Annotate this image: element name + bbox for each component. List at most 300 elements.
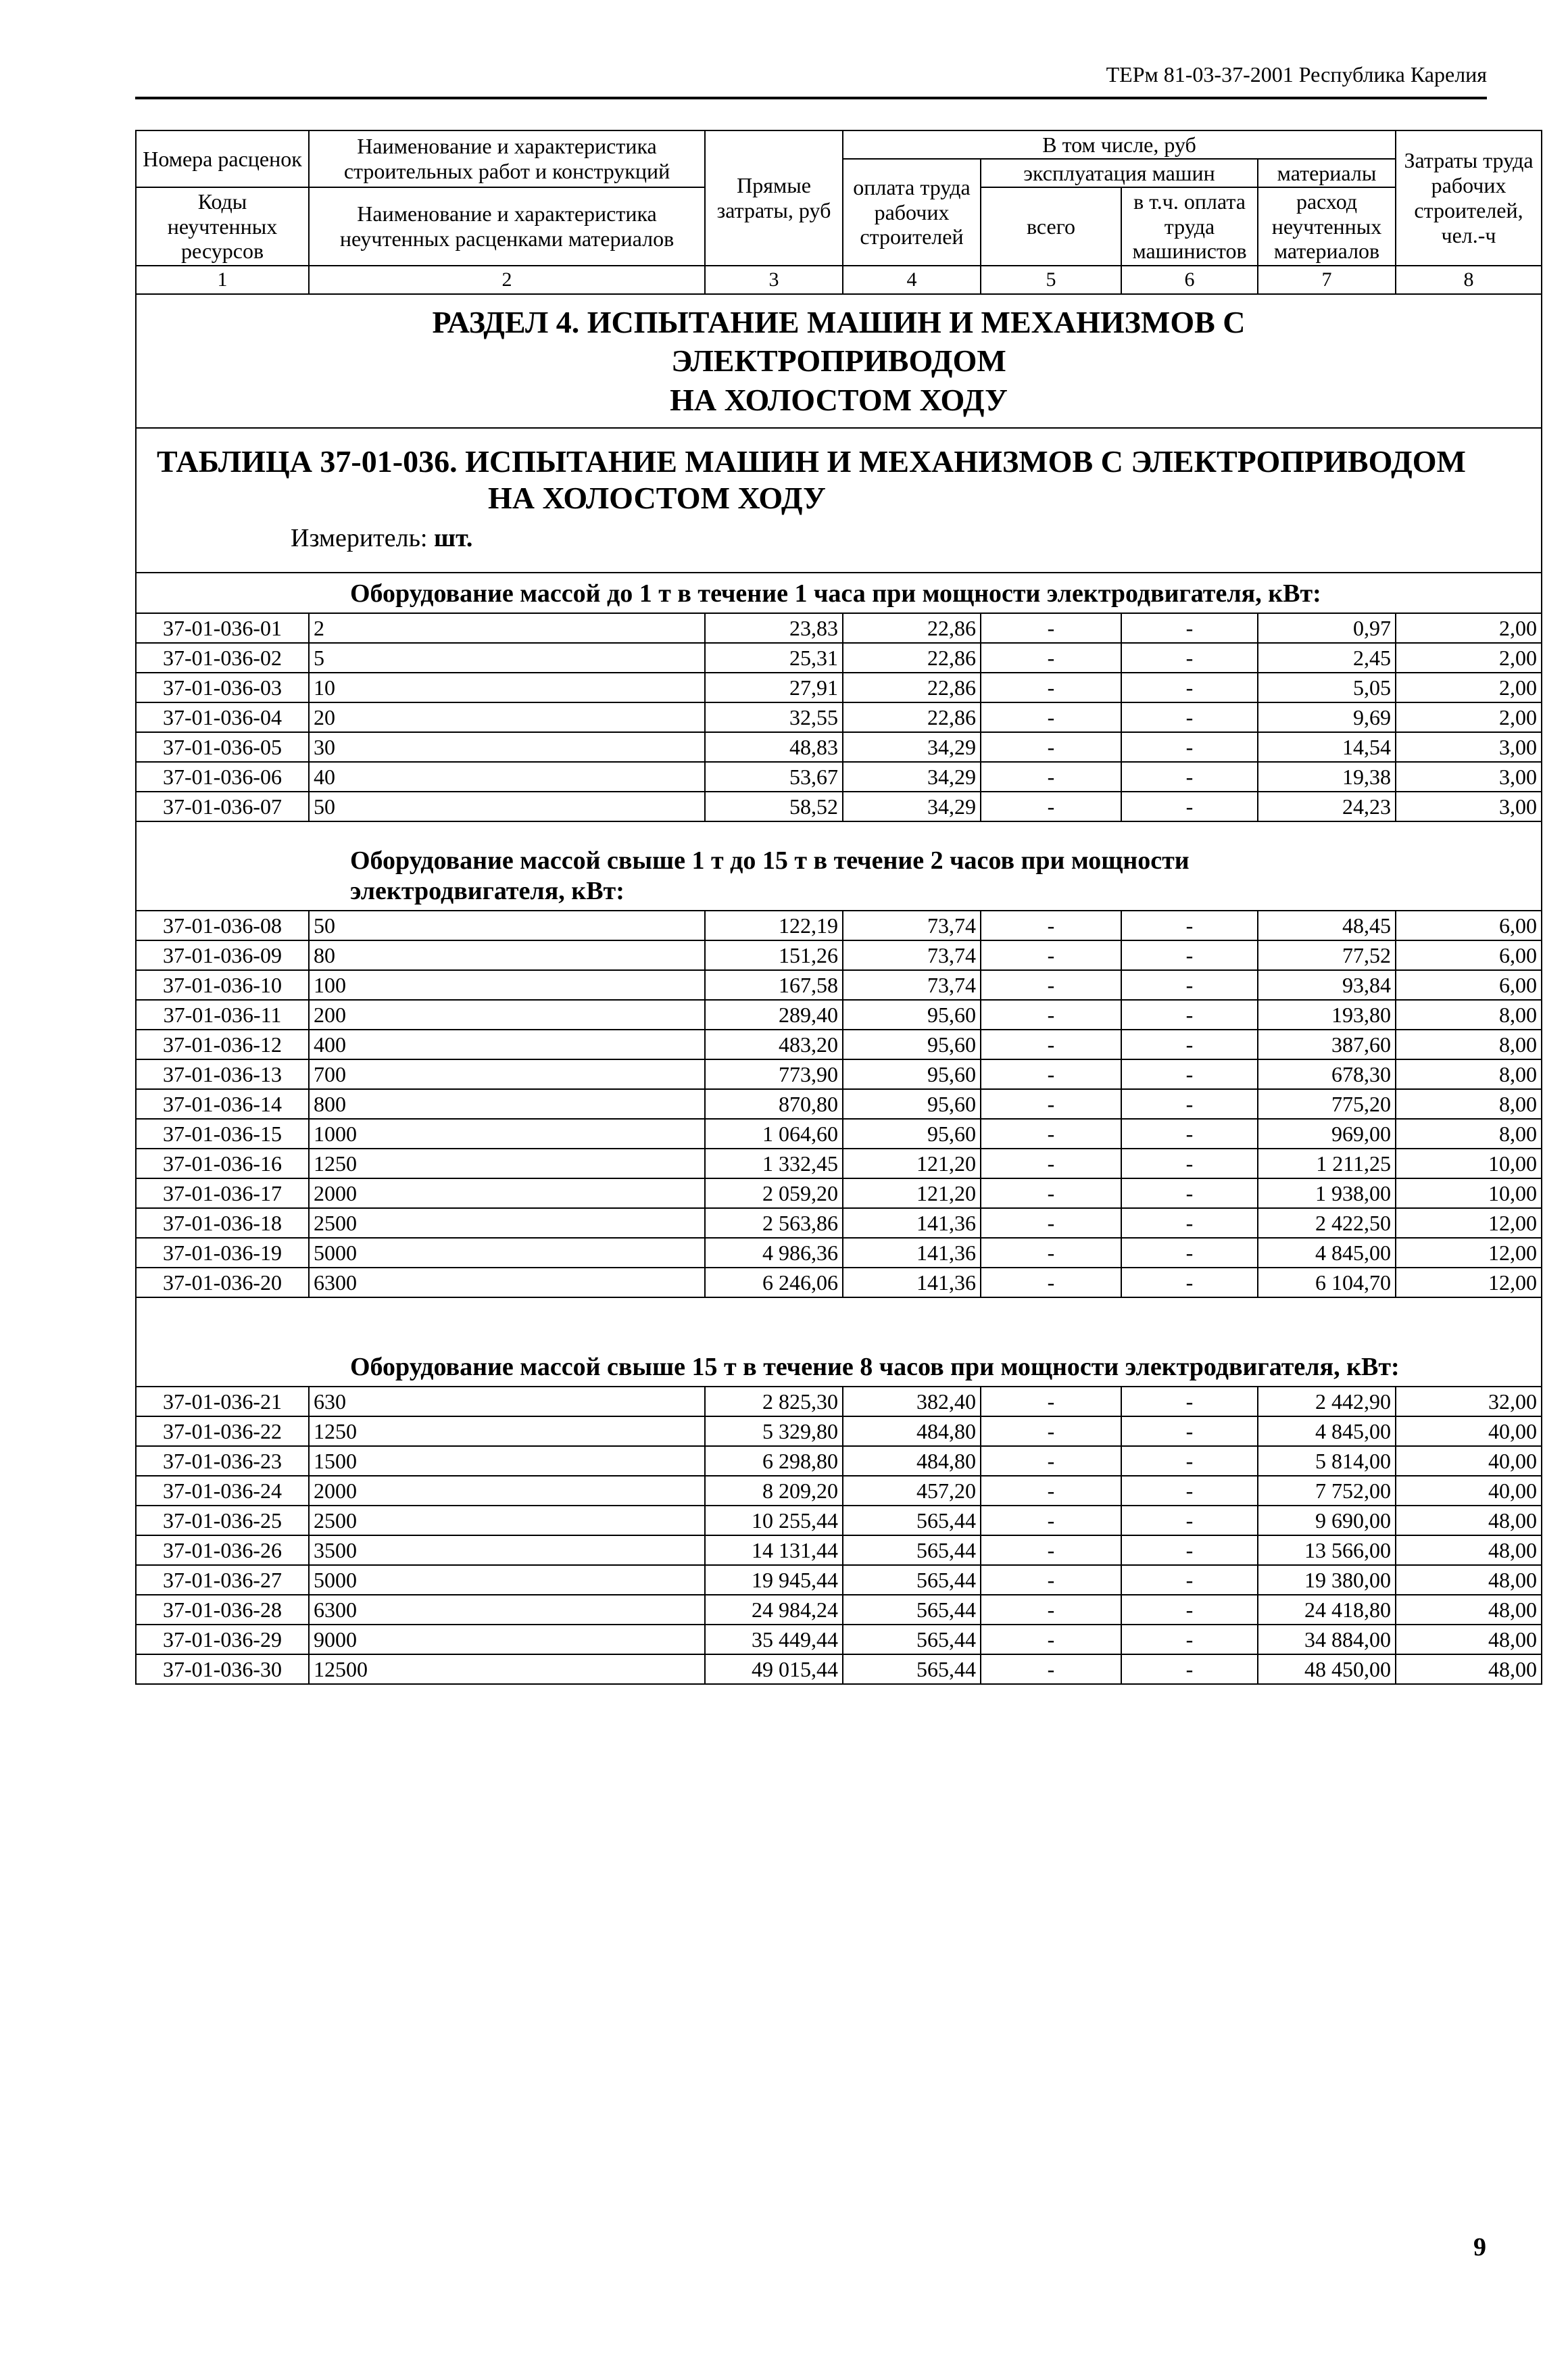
direct-costs-cell: 151,26 — [705, 940, 843, 970]
power-value-cell: 5000 — [309, 1565, 705, 1595]
table-row — [136, 1595, 1542, 1625]
rate-code-cell: 37-01-036-08 — [136, 911, 309, 940]
machines-total-cell: - — [981, 1446, 1121, 1476]
materials-cost-cell: 969,00 — [1258, 1119, 1396, 1149]
rate-code-cell: 37-01-036-14 — [136, 1089, 309, 1119]
materials-cost-cell: 678,30 — [1258, 1059, 1396, 1089]
rate-code-cell: 37-01-036-13 — [136, 1059, 309, 1089]
labor-hours-cell: 12,00 — [1396, 1208, 1542, 1238]
direct-costs-cell: 4 986,36 — [705, 1238, 843, 1268]
materials-cost-cell: 4 845,00 — [1258, 1238, 1396, 1268]
machines-total-cell: - — [981, 673, 1121, 702]
direct-costs-cell: 35 449,44 — [705, 1625, 843, 1654]
rate-code-cell: 37-01-036-10 — [136, 970, 309, 1000]
power-value-cell: 1250 — [309, 1149, 705, 1178]
machines-total-cell: - — [981, 1416, 1121, 1446]
labor-hours-cell: 48,00 — [1396, 1625, 1542, 1654]
direct-costs-cell: 49 015,44 — [705, 1654, 843, 1684]
machines-total-cell: - — [981, 643, 1121, 673]
worker-pay-cell: 22,86 — [843, 613, 981, 643]
rate-code-cell: 37-01-036-03 — [136, 673, 309, 702]
materials-cost-cell: 48,45 — [1258, 911, 1396, 940]
machines-total-cell: - — [981, 1000, 1121, 1030]
rate-code-cell: 37-01-036-29 — [136, 1625, 309, 1654]
direct-costs-cell: 27,91 — [705, 673, 843, 702]
table-row — [136, 911, 1542, 940]
table-row — [136, 1208, 1542, 1238]
operators-pay-cell: - — [1121, 1506, 1258, 1535]
materials-cost-cell: 1 938,00 — [1258, 1178, 1396, 1208]
direct-costs-cell: 2 059,20 — [705, 1178, 843, 1208]
labor-hours-cell: 40,00 — [1396, 1476, 1542, 1506]
operators-pay-cell: - — [1121, 732, 1258, 762]
rate-code-cell: 37-01-036-06 — [136, 762, 309, 792]
worker-pay-cell: 484,80 — [843, 1446, 981, 1476]
power-value-cell: 800 — [309, 1089, 705, 1119]
worker-pay-cell: 382,40 — [843, 1387, 981, 1416]
worker-pay-cell: 73,74 — [843, 970, 981, 1000]
column-number: 1 — [136, 266, 309, 294]
direct-costs-cell: 5 329,80 — [705, 1416, 843, 1446]
power-value-cell: 100 — [309, 970, 705, 1000]
power-value-cell: 40 — [309, 762, 705, 792]
table-row — [136, 1535, 1542, 1565]
direct-costs-cell: 122,19 — [705, 911, 843, 940]
table-row — [136, 673, 1542, 702]
rate-code-cell: 37-01-036-09 — [136, 940, 309, 970]
materials-cost-cell: 19 380,00 — [1258, 1565, 1396, 1595]
group-heading — [136, 573, 1542, 613]
materials-cost-cell: 0,97 — [1258, 613, 1396, 643]
table-row — [136, 970, 1542, 1000]
direct-costs-cell: 483,20 — [705, 1030, 843, 1059]
worker-pay-cell: 141,36 — [843, 1268, 981, 1297]
operators-pay-cell: - — [1121, 1268, 1258, 1297]
machines-total-cell: - — [981, 1208, 1121, 1238]
machines-total-cell: - — [981, 702, 1121, 732]
column-number: 5 — [981, 266, 1121, 294]
power-value-cell: 6300 — [309, 1268, 705, 1297]
machines-total-cell: - — [981, 1387, 1121, 1416]
table-row — [136, 613, 1542, 643]
section-title-line2: НА ХОЛОСТОМ ХОДУ — [670, 382, 1008, 417]
header-rate-numbers: Номера расценок — [136, 130, 309, 187]
machines-total-cell: - — [981, 1476, 1121, 1506]
operators-pay-cell: - — [1121, 762, 1258, 792]
rate-code-cell: 37-01-036-24 — [136, 1476, 309, 1506]
table-row — [136, 1089, 1542, 1119]
labor-hours-cell: 8,00 — [1396, 1000, 1542, 1030]
labor-hours-cell: 48,00 — [1396, 1506, 1542, 1535]
table-row — [136, 1030, 1542, 1059]
header-machines-total: всего — [981, 187, 1121, 266]
measure-unit-label: Измеритель: — [291, 523, 428, 552]
operators-pay-cell: - — [1121, 1654, 1258, 1684]
operators-pay-cell: - — [1121, 1565, 1258, 1595]
table-row — [136, 1268, 1542, 1297]
direct-costs-cell: 1 332,45 — [705, 1149, 843, 1178]
rate-code-cell: 37-01-036-19 — [136, 1238, 309, 1268]
power-value-cell: 3500 — [309, 1535, 705, 1565]
direct-costs-cell: 289,40 — [705, 1000, 843, 1030]
machines-total-cell: - — [981, 970, 1121, 1000]
direct-costs-cell: 167,58 — [705, 970, 843, 1000]
group-heading — [136, 1297, 1542, 1387]
operators-pay-cell: - — [1121, 643, 1258, 673]
machines-total-cell: - — [981, 911, 1121, 940]
rate-code-cell: 37-01-036-05 — [136, 732, 309, 762]
operators-pay-cell: - — [1121, 1625, 1258, 1654]
worker-pay-cell: 22,86 — [843, 673, 981, 702]
materials-cost-cell: 34 884,00 — [1258, 1625, 1396, 1654]
rates-table — [135, 130, 1542, 1685]
rate-code-cell: 37-01-036-22 — [136, 1416, 309, 1446]
materials-cost-cell: 13 566,00 — [1258, 1535, 1396, 1565]
direct-costs-cell: 19 945,44 — [705, 1565, 843, 1595]
power-value-cell: 700 — [309, 1059, 705, 1089]
labor-hours-cell: 8,00 — [1396, 1030, 1542, 1059]
power-value-cell: 1000 — [309, 1119, 705, 1149]
machines-total-cell: - — [981, 732, 1121, 762]
materials-cost-cell: 2 422,50 — [1258, 1208, 1396, 1238]
direct-costs-cell: 870,80 — [705, 1089, 843, 1119]
machines-total-cell: - — [981, 1654, 1121, 1684]
direct-costs-cell: 773,90 — [705, 1059, 843, 1089]
power-value-cell: 1500 — [309, 1446, 705, 1476]
table-row — [136, 1000, 1542, 1030]
measure-unit — [137, 517, 1541, 554]
worker-pay-cell: 34,29 — [843, 792, 981, 821]
power-value-cell: 2 — [309, 613, 705, 643]
rate-code-cell: 37-01-036-27 — [136, 1565, 309, 1595]
worker-pay-cell: 565,44 — [843, 1535, 981, 1565]
power-value-cell: 200 — [309, 1000, 705, 1030]
materials-cost-cell: 2 442,90 — [1258, 1387, 1396, 1416]
machines-total-cell: - — [981, 1089, 1121, 1119]
column-number: 7 — [1258, 266, 1396, 294]
table-row — [136, 1625, 1542, 1654]
section-title-line1: РАЗДЕЛ 4. ИСПЫТАНИЕ МАШИН И МЕХАНИЗМОВ С ЭЛЕКТРОПРИВОДОМ — [432, 304, 1246, 379]
direct-costs-cell: 32,55 — [705, 702, 843, 732]
labor-hours-cell: 6,00 — [1396, 940, 1542, 970]
table-row — [136, 702, 1542, 732]
rate-code-cell: 37-01-036-20 — [136, 1268, 309, 1297]
worker-pay-cell: 95,60 — [843, 1119, 981, 1149]
materials-cost-cell: 9 690,00 — [1258, 1506, 1396, 1535]
power-value-cell: 2000 — [309, 1178, 705, 1208]
direct-costs-cell: 6 246,06 — [705, 1268, 843, 1297]
table-title-line2: НА ХОЛОСТОМ ХОДУ — [488, 481, 826, 516]
operators-pay-cell: - — [1121, 1595, 1258, 1625]
group-title: Оборудование массой до 1 т в течение 1 часа при мощности электродвигателя, кВт: — [350, 579, 1321, 608]
table-row — [136, 940, 1542, 970]
column-number: 2 — [309, 266, 705, 294]
labor-hours-cell: 3,00 — [1396, 762, 1542, 792]
rate-code-cell: 37-01-036-25 — [136, 1506, 309, 1535]
worker-pay-cell: 22,86 — [843, 643, 981, 673]
table-row — [136, 1416, 1542, 1446]
worker-pay-cell: 95,60 — [843, 1000, 981, 1030]
operators-pay-cell: - — [1121, 673, 1258, 702]
materials-cost-cell: 24 418,80 — [1258, 1595, 1396, 1625]
rate-code-cell: 37-01-036-04 — [136, 702, 309, 732]
machines-total-cell: - — [981, 1535, 1121, 1565]
power-value-cell: 630 — [309, 1387, 705, 1416]
rate-code-cell: 37-01-036-07 — [136, 792, 309, 821]
table-row — [136, 1059, 1542, 1089]
labor-hours-cell: 48,00 — [1396, 1654, 1542, 1684]
labor-hours-cell: 40,00 — [1396, 1446, 1542, 1476]
worker-pay-cell: 141,36 — [843, 1238, 981, 1268]
rate-code-cell: 37-01-036-28 — [136, 1595, 309, 1625]
power-value-cell: 5000 — [309, 1238, 705, 1268]
machines-total-cell: - — [981, 613, 1121, 643]
machines-total-cell: - — [981, 1595, 1121, 1625]
labor-hours-cell: 3,00 — [1396, 792, 1542, 821]
materials-cost-cell: 24,23 — [1258, 792, 1396, 821]
power-value-cell: 10 — [309, 673, 705, 702]
header-direct-costs: Прямые затраты, руб — [705, 130, 843, 266]
materials-cost-cell: 5,05 — [1258, 673, 1396, 702]
worker-pay-cell: 565,44 — [843, 1506, 981, 1535]
header-operators-pay: в т.ч. оплата труда машинистов — [1121, 187, 1258, 266]
power-value-cell: 9000 — [309, 1625, 705, 1654]
table-row — [136, 1654, 1542, 1684]
power-value-cell: 50 — [309, 792, 705, 821]
power-value-cell: 20 — [309, 702, 705, 732]
operators-pay-cell: - — [1121, 1535, 1258, 1565]
materials-cost-cell: 4 845,00 — [1258, 1416, 1396, 1446]
materials-cost-cell: 48 450,00 — [1258, 1654, 1396, 1684]
worker-pay-cell: 565,44 — [843, 1625, 981, 1654]
labor-hours-cell: 6,00 — [1396, 911, 1542, 940]
power-value-cell: 400 — [309, 1030, 705, 1059]
machines-total-cell: - — [981, 1268, 1121, 1297]
operators-pay-cell: - — [1121, 1416, 1258, 1446]
machines-total-cell: - — [981, 762, 1121, 792]
header-labor-hours: Затраты труда рабочих строителей, чел.-ч — [1396, 130, 1542, 266]
materials-cost-cell: 5 814,00 — [1258, 1446, 1396, 1476]
machines-total-cell: - — [981, 1030, 1121, 1059]
operators-pay-cell: - — [1121, 1030, 1258, 1059]
operators-pay-cell: - — [1121, 911, 1258, 940]
rate-code-cell: 37-01-036-11 — [136, 1000, 309, 1030]
direct-costs-cell: 2 563,86 — [705, 1208, 843, 1238]
operators-pay-cell: - — [1121, 940, 1258, 970]
labor-hours-cell: 48,00 — [1396, 1565, 1542, 1595]
rate-code-cell: 37-01-036-15 — [136, 1119, 309, 1149]
group-heading — [136, 821, 1542, 911]
materials-cost-cell: 775,20 — [1258, 1089, 1396, 1119]
table-row — [136, 1238, 1542, 1268]
direct-costs-cell: 23,83 — [705, 613, 843, 643]
table-row — [136, 1476, 1542, 1506]
header-rule — [135, 97, 1487, 99]
worker-pay-cell: 121,20 — [843, 1149, 981, 1178]
direct-costs-cell: 8 209,20 — [705, 1476, 843, 1506]
worker-pay-cell: 565,44 — [843, 1565, 981, 1595]
operators-pay-cell: - — [1121, 792, 1258, 821]
rate-code-cell: 37-01-036-02 — [136, 643, 309, 673]
direct-costs-cell: 25,31 — [705, 643, 843, 673]
worker-pay-cell: 565,44 — [843, 1595, 981, 1625]
table-heading — [136, 428, 1542, 573]
machines-total-cell: - — [981, 940, 1121, 970]
labor-hours-cell: 2,00 — [1396, 643, 1542, 673]
table-row — [136, 762, 1542, 792]
worker-pay-cell: 457,20 — [843, 1476, 981, 1506]
column-number: 3 — [705, 266, 843, 294]
table-header — [136, 130, 1542, 294]
table-row — [136, 1149, 1542, 1178]
direct-costs-cell: 14 131,44 — [705, 1535, 843, 1565]
table-row — [136, 1446, 1542, 1476]
labor-hours-cell: 2,00 — [1396, 613, 1542, 643]
labor-hours-cell: 48,00 — [1396, 1595, 1542, 1625]
machines-total-cell: - — [981, 1625, 1121, 1654]
operators-pay-cell: - — [1121, 1387, 1258, 1416]
table-row — [136, 1178, 1542, 1208]
direct-costs-cell: 6 298,80 — [705, 1446, 843, 1476]
operators-pay-cell: - — [1121, 1208, 1258, 1238]
header-work-name: Наименование и характеристика строительных работ и конструкций — [309, 130, 705, 187]
worker-pay-cell: 565,44 — [843, 1654, 981, 1684]
materials-cost-cell: 193,80 — [1258, 1000, 1396, 1030]
power-value-cell: 2000 — [309, 1476, 705, 1506]
header-resource-codes: Коды неучтенных ресурсов — [136, 187, 309, 266]
direct-costs-cell: 48,83 — [705, 732, 843, 762]
power-value-cell: 2500 — [309, 1208, 705, 1238]
labor-hours-cell: 8,00 — [1396, 1089, 1542, 1119]
operators-pay-cell: - — [1121, 1149, 1258, 1178]
operators-pay-cell: - — [1121, 1000, 1258, 1030]
table-row — [136, 1506, 1542, 1535]
operators-pay-cell: - — [1121, 1446, 1258, 1476]
power-value-cell: 1250 — [309, 1416, 705, 1446]
page-number: 9 — [1473, 2233, 1486, 2261]
rate-code-cell: 37-01-036-17 — [136, 1178, 309, 1208]
rate-code-cell: 37-01-036-23 — [136, 1446, 309, 1476]
group-title: Оборудование массой свыше 1 т до 15 т в течение 2 часов при мощности электродвигателя, кВт: — [350, 846, 1190, 906]
labor-hours-cell: 48,00 — [1396, 1535, 1542, 1565]
materials-cost-cell: 1 211,25 — [1258, 1149, 1396, 1178]
table-title-line1: ТАБЛИЦА 37-01-036. ИСПЫТАНИЕ МАШИН И МЕХАНИЗМОВ С ЭЛЕКТРОПРИВОДОМ — [157, 444, 1466, 479]
rate-code-cell: 37-01-036-12 — [136, 1030, 309, 1059]
machines-total-cell: - — [981, 1178, 1121, 1208]
rate-code-cell: 37-01-036-18 — [136, 1208, 309, 1238]
rate-code-cell: 37-01-036-21 — [136, 1387, 309, 1416]
rate-code-cell: 37-01-036-01 — [136, 613, 309, 643]
header-material-consumption: расход неучтенных материалов — [1258, 187, 1396, 266]
table-row — [136, 1387, 1542, 1416]
labor-hours-cell: 3,00 — [1396, 732, 1542, 762]
rate-code-cell: 37-01-036-26 — [136, 1535, 309, 1565]
group-title: Оборудование массой свыше 15 т в течение 8 часов при мощности электродвигателя, кВт: — [350, 1353, 1400, 1382]
worker-pay-cell: 73,74 — [843, 911, 981, 940]
worker-pay-cell: 34,29 — [843, 732, 981, 762]
machines-total-cell: - — [981, 1119, 1121, 1149]
worker-pay-cell: 484,80 — [843, 1416, 981, 1446]
header-materials: материалы — [1258, 159, 1396, 187]
materials-cost-cell: 2,45 — [1258, 643, 1396, 673]
worker-pay-cell: 141,36 — [843, 1208, 981, 1238]
column-number: 6 — [1121, 266, 1258, 294]
materials-cost-cell: 77,52 — [1258, 940, 1396, 970]
header-worker-pay: оплата труда рабочих строителей — [843, 159, 981, 266]
worker-pay-cell: 95,60 — [843, 1089, 981, 1119]
operators-pay-cell: - — [1121, 970, 1258, 1000]
worker-pay-cell: 121,20 — [843, 1178, 981, 1208]
measure-unit-value: шт. — [434, 523, 473, 552]
header-material-name: Наименование и характеристика неучтенных расценками материалов — [309, 187, 705, 266]
power-value-cell: 12500 — [309, 1654, 705, 1684]
worker-pay-cell: 95,60 — [843, 1030, 981, 1059]
operators-pay-cell: - — [1121, 1119, 1258, 1149]
power-value-cell: 6300 — [309, 1595, 705, 1625]
labor-hours-cell: 8,00 — [1396, 1059, 1542, 1089]
machines-total-cell: - — [981, 792, 1121, 821]
direct-costs-cell: 1 064,60 — [705, 1119, 843, 1149]
section-heading — [136, 294, 1542, 428]
labor-hours-cell: 12,00 — [1396, 1268, 1542, 1297]
machines-total-cell: - — [981, 1565, 1121, 1595]
direct-costs-cell: 53,67 — [705, 762, 843, 792]
labor-hours-cell: 40,00 — [1396, 1416, 1542, 1446]
worker-pay-cell: 22,86 — [843, 702, 981, 732]
machines-total-cell: - — [981, 1059, 1121, 1089]
machines-total-cell: - — [981, 1238, 1121, 1268]
table-row — [136, 1565, 1542, 1595]
worker-pay-cell: 34,29 — [843, 762, 981, 792]
labor-hours-cell: 2,00 — [1396, 673, 1542, 702]
running-header: ТЕРм 81-03-37-2001 Республика Карелия — [1106, 62, 1487, 87]
labor-hours-cell: 32,00 — [1396, 1387, 1542, 1416]
direct-costs-cell: 58,52 — [705, 792, 843, 821]
worker-pay-cell: 95,60 — [843, 1059, 981, 1089]
labor-hours-cell: 10,00 — [1396, 1178, 1542, 1208]
power-value-cell: 5 — [309, 643, 705, 673]
materials-cost-cell: 93,84 — [1258, 970, 1396, 1000]
materials-cost-cell: 19,38 — [1258, 762, 1396, 792]
direct-costs-cell: 24 984,24 — [705, 1595, 843, 1625]
power-value-cell: 80 — [309, 940, 705, 970]
table-row — [136, 732, 1542, 762]
column-number: 8 — [1396, 266, 1542, 294]
rate-code-cell: 37-01-036-16 — [136, 1149, 309, 1178]
worker-pay-cell: 73,74 — [843, 940, 981, 970]
machines-total-cell: - — [981, 1506, 1121, 1535]
operators-pay-cell: - — [1121, 1178, 1258, 1208]
column-number: 4 — [843, 266, 981, 294]
direct-costs-cell: 2 825,30 — [705, 1387, 843, 1416]
machines-total-cell: - — [981, 1149, 1121, 1178]
materials-cost-cell: 7 752,00 — [1258, 1476, 1396, 1506]
operators-pay-cell: - — [1121, 613, 1258, 643]
header-machine-operation: эксплуатация машин — [981, 159, 1258, 187]
operators-pay-cell: - — [1121, 1476, 1258, 1506]
operators-pay-cell: - — [1121, 1089, 1258, 1119]
labor-hours-cell: 12,00 — [1396, 1238, 1542, 1268]
power-value-cell: 50 — [309, 911, 705, 940]
labor-hours-cell: 6,00 — [1396, 970, 1542, 1000]
materials-cost-cell: 14,54 — [1258, 732, 1396, 762]
power-value-cell: 2500 — [309, 1506, 705, 1535]
labor-hours-cell: 8,00 — [1396, 1119, 1542, 1149]
labor-hours-cell: 10,00 — [1396, 1149, 1542, 1178]
operators-pay-cell: - — [1121, 702, 1258, 732]
table-row — [136, 1119, 1542, 1149]
materials-cost-cell: 387,60 — [1258, 1030, 1396, 1059]
